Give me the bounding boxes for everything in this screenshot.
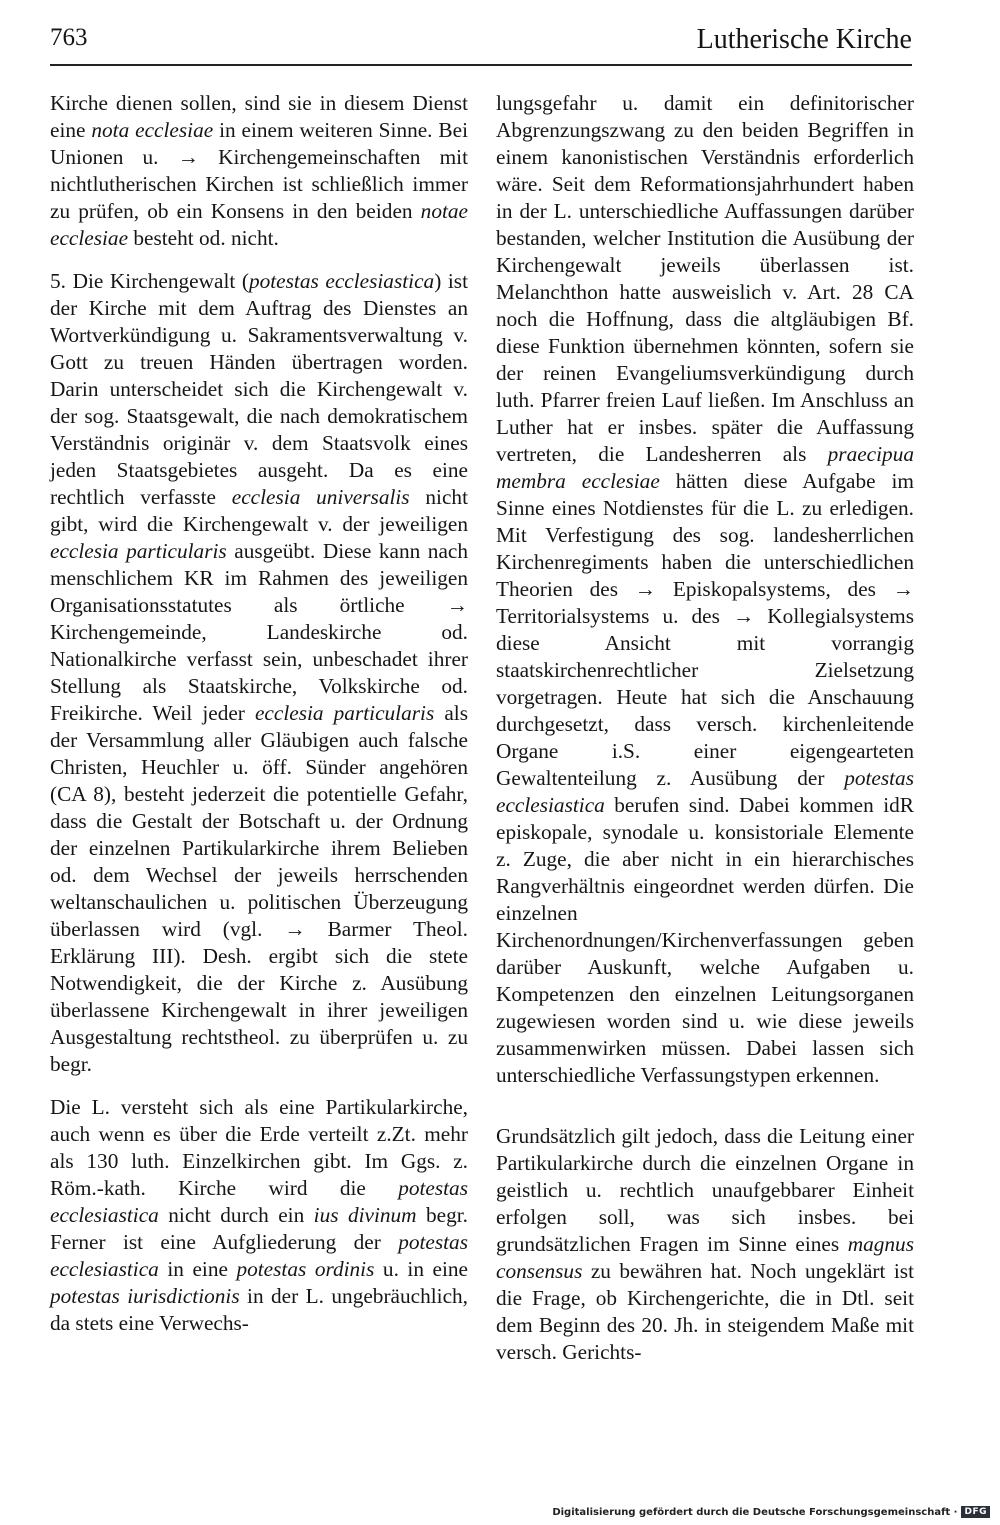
text-run: nicht gibt, wird die Kirchengewalt v. der jeweiligen (50, 485, 468, 536)
text-run: in der L. ungebräuchlich, da stets eine Verwechs- (50, 1284, 468, 1335)
italic-term: notae ecclesiae (50, 199, 468, 250)
text-run: ausgeübt. Diese kann nach menschlichem KR im Rahmen des jeweiligen Organisationsstatutes als örtliche → Kirchengemeinde, Landeskirche od. Nationalkirche verfasst sein, unbeschadet ihrer Stellung als Staatskirche, Volkskirche od. Freikirche. Weil jeder (50, 539, 468, 725)
text-run: in einem weiteren Sinne. Bei Unionen u. → Kirchengemeinschaften mit nichtlutherischen Kirchen ist schließlich immer zu prüfen, ob ein Konsens in den beiden (50, 118, 468, 223)
italic-term: potestas ecclesiastica (496, 766, 914, 817)
italic-term: potestas ecclesiastica (248, 269, 435, 293)
italic-term: ecclesia particularis (50, 539, 227, 563)
right-column (496, 90, 914, 1366)
italic-term: magnus consensus (496, 1232, 914, 1283)
left-column (50, 90, 468, 1337)
header-rule (50, 64, 912, 66)
italic-term: nota ecclesiae (91, 118, 214, 142)
text-run: berufen sind. Dabei kommen idR episkopale, synodale u. konsistoriale Elemente z. Zuge, die aber nicht in ein hierarchisches Rangverhältnis eingeordnet werden dürfen. Die einzelnen Kirchenordnungen/Kirchenverfassungen geben darüber Auskunft, welche Aufgaben u. Kompetenzen den einzelnen Leitungsorganen zugewiesen worden sind u. wie diese jeweils zusammenwirken müssen. Dabei lassen sich unterschiedliche Verfassungstypen erkennen. (496, 793, 914, 1087)
text-run: nicht durch ein (158, 1203, 314, 1227)
text-run: in eine (158, 1257, 237, 1281)
italic-term: ecclesia particularis (254, 701, 435, 725)
footer-text: Digitalisierung gefördert durch die Deutsche Forschungsgemeinschaft · (552, 1506, 958, 1518)
dfg-logo: DFG (961, 1506, 990, 1518)
paragraph (50, 268, 468, 1078)
paragraph (496, 90, 914, 1089)
italic-term: ecclesia universalis (231, 485, 410, 509)
running-title: Lutherische Kirche (696, 24, 912, 55)
text-run: u. in eine (374, 1257, 469, 1281)
italic-term: potestas ecclesiastica (50, 1176, 468, 1227)
paragraph (50, 90, 468, 252)
text-run: Die L. versteht sich als eine Partikularkirche, auch wenn es über die Erde verteilt z.Zt. mehr als 130 luth. Einzelkirchen gibt. Im Ggs. z. Röm.-kath. Kirche wird die (50, 1095, 468, 1200)
italic-term: ius divinum (313, 1203, 417, 1227)
paragraph (496, 1123, 914, 1366)
paragraph (50, 1094, 468, 1337)
text-run: ) ist der Kirche mit dem Auftrag des Dienstes an Wortverkündigung u. Sakramentsverwaltung v. Gott zu treuen Händen übertragen worden. Darin unterscheidet sich die Kirchengewalt v. der sog. Staatsgewalt, die nach demokratischem Verständnis originär v. dem Staatsvolk eines jeden Staatsgebietes ausgeht. Da es eine rechtlich verfasste (50, 269, 468, 509)
italic-term: praecipua membra ecclesiae (496, 442, 914, 493)
text-run: lungsgefahr u. damit ein definitorischer Abgrenzungszwang zu den beiden Begriffen in einem kanonistischen Verständnis erforderlich wäre. Seit dem Reformationsjahrhundert haben in der L. unterschiedliche Auffassungen darüber bestanden, welcher Institution die Ausübung der Kirchengewalt jeweils überlassen ist. Melanchthon hatte ausweislich v. Art. 28 CA noch die Hoffnung, dass die altgläubigen Bf. diese Funktion übernehmen könnten, sofern sie der reinen Evangeliumsverkündigung durch luth. Pfarrer freien Lauf ließen. Im Anschluss an Luther hat er insbes. später die Auffassung vertreten, die Landesherren als (496, 91, 914, 466)
text-run: 5. Die Kirchengewalt ( (50, 269, 249, 293)
italic-term: potestas ecclesiastica (50, 1230, 468, 1281)
text-run: als der Versammlung aller Gläubigen auch falsche Christen, Heuchler u. öff. Sünder angehören (CA 8), besteht jederzeit die potentielle Gefahr, dass die Gestalt der Botschaft u. der Ordnung der einzelnen Partikularkirche ihrem Belieben od. dem Wechsel der jeweils herrschenden weltanschaulichen u. politischen Überzeugung überlassen wird (vgl. → Barmer Theol. Erklärung III). Desh. ergibt sich die stete Notwendigkeit, die der Kirche z. Ausübung überlassene Kirchengewalt in ihrer jeweiligen Ausgestaltung rechtstheol. zu überprüfen u. zu begr. (50, 701, 469, 1076)
text-run: zu bewähren hat. Noch ungeklärt ist die Frage, ob Kirchengerichte, die in Dtl. seit dem Beginn des 20. Jh. in steigendem Maße mit versch. Gerichts- (496, 1259, 914, 1364)
text-run: Kirche dienen sollen, sind sie in diesem Dienst eine (50, 91, 468, 142)
funding-footer (552, 1506, 990, 1518)
text-run: hätten diese Aufgabe im Sinne eines Notdienstes für die L. zu erledigen. Mit Verfestigung des sog. landesherrlichen Kirchenregiments haben die unterschiedlichen Theorien des → Episkopalsystems, des → Territorialsystems u. des → Kollegialsystems diese Ansicht mit vorrangig staatskirchenrechtlicher Zielsetzung vorgetragen. Heute hat sich die Anschauung durchgesetzt, dass versch. kirchenleitende Organe i.S. einer eigengearteten Gewaltenteilung z. Ausübung der (496, 469, 914, 790)
text-run: begr. Ferner ist eine Aufgliederung der (50, 1203, 468, 1254)
italic-term: potestas iurisdictionis (50, 1284, 240, 1308)
page-number: 763 (50, 24, 88, 51)
text-run: besteht od. nicht. (128, 226, 279, 250)
italic-term: potestas ordinis (236, 1257, 375, 1281)
text-run: Grundsätzlich gilt jedoch, dass die Leitung einer Partikularkirche durch die einzelnen Organe in geistlich u. rechtlich unaufgebbarer Einheit erfolgen soll, was sich insbes. bei grundsätzlichen Fragen im Sinne eines (496, 1124, 914, 1256)
